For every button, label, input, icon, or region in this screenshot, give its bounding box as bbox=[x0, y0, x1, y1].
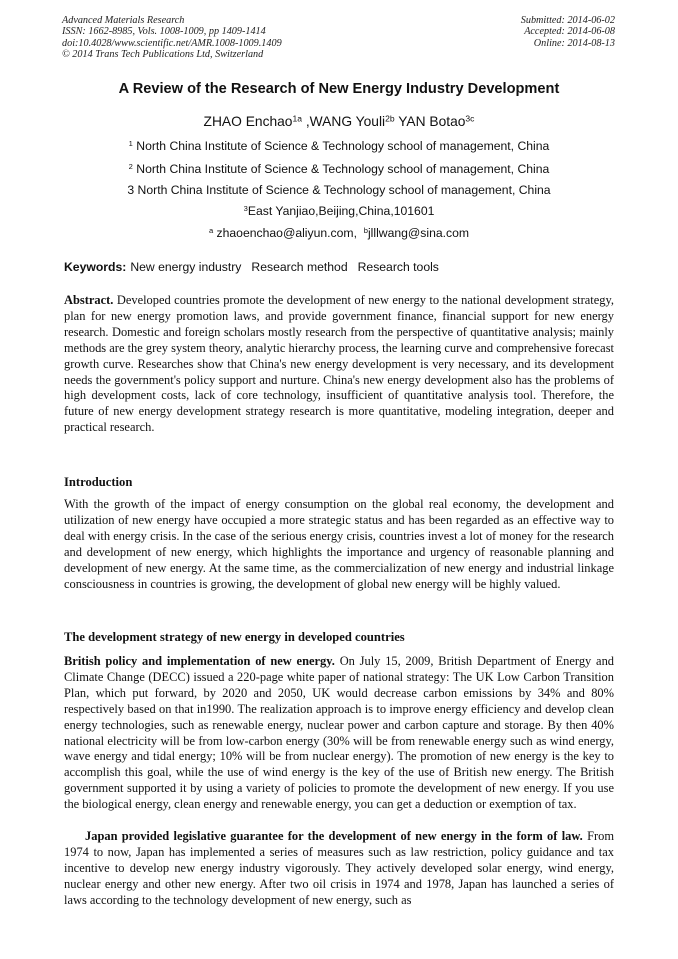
issn-line: ISSN: 1662-8985, Vols. 1008-1009, pp 1409-1414 bbox=[62, 26, 266, 38]
publication-dates bbox=[521, 15, 615, 49]
affiliation bbox=[0, 139, 678, 153]
paragraph-text: From 1974 to now, Japan has implemented a series of measures such as law restriction, policy guidance and tax incentive to develop new energy industry vigorously. They actively developed solar energy, wind energy, nuclear energy and other new energy. After two oil crisis in 1974 and 1978, Japan has launched a series of laws according to the technology development of new energy, such as bbox=[64, 829, 615, 907]
copyright-line: © 2014 Trans Tech Publications Ltd, Switzerland bbox=[62, 49, 264, 61]
affiliation-text: East Yanjiao,Beijing,China,101601 bbox=[247, 204, 435, 218]
affiliation-sup: 2 bbox=[128, 161, 133, 171]
keywords-label: Keywords: bbox=[64, 260, 127, 274]
abstract bbox=[64, 293, 614, 436]
paragraph-lead: Japan provided legislative guarantee for the development of new energy in the form of law. bbox=[85, 829, 583, 843]
abstract-text: Developed countries promote the development of new energy to the national development strategy, plan for new energy promotion laws, and provide government finance, financial support for new energy research. Domestic and foreign scholars mostly research from the perspective of quantitative analysis; mainly methods are the grey system theory, analytic hierarchy process, the learning curve and comprehensive forecast growth curve. Researches show that China's new energy development is very necessary, and its development needs the government's policy support and nurture. China's new energy development also has the problems of high development costs, lack of core technology, insufficient of quantitative analysis tool. Therefore, the future of new energy development strategy research is more quantitative, modeling integration, deeper and practical research. bbox=[64, 293, 615, 435]
abstract-label: Abstract. bbox=[64, 293, 114, 307]
submitted-date: Submitted: 2014-06-02 bbox=[520, 15, 615, 26]
online-date: Online: 2014-08-13 bbox=[533, 37, 615, 49]
email-address: jlllwang@sina.com bbox=[367, 226, 470, 240]
section-heading-introduction: Introduction bbox=[64, 475, 133, 489]
keyword: Research method bbox=[251, 260, 348, 274]
email-address: zhaoenchao@aliyun.com, bbox=[216, 226, 357, 240]
affiliation bbox=[0, 162, 678, 176]
affiliation-text: North China Institute of Science & Technology school of management, China bbox=[136, 139, 550, 153]
paragraph-lead: British policy and implementation of new energy. bbox=[64, 654, 335, 668]
affiliation-sup: 1 bbox=[128, 138, 133, 148]
affiliation bbox=[0, 183, 678, 197]
doi-line: doi:10.4028/www.scientific.net/AMR.1008-1009.1409 bbox=[62, 37, 282, 49]
journal-name: Advanced Materials Research bbox=[62, 15, 185, 26]
author-name: ZHAO Enchao bbox=[203, 114, 293, 129]
introduction-paragraph: With the growth of the impact of energy consumption on the global real economy, the development and utilization of new energy have occupied a more strategic status and has been regarded as an effective way to deal with energy crisis. In the case of the serious energy crisis, countries invest a lot of money for the research and development of new energy, which highlights the importance and urgency of reasonable planning and development of new energy. At the same time, as the commercialization of new energy and industrial linkage consciousness in countries is growing, the development of global new energy will be highly valued. bbox=[64, 497, 614, 591]
author-sup: 3c bbox=[465, 113, 475, 124]
journal-info bbox=[62, 15, 282, 61]
british-policy-paragraph bbox=[64, 654, 614, 813]
keywords bbox=[64, 260, 445, 274]
paper-title: A Review of the Research of New Energy Industry Development bbox=[118, 81, 560, 97]
paragraph-text: On July 15, 2009, British Department of Energy and Climate Change (DECC) issued a 220-page white paper of national strategy: The UK Low Carbon Transition Plan, which put forward, by 2020 and 2050, UK would decrease carbon emissions by 34% and 80% respectively based on that in1990. The realization approach is to improve energy efficiency and develop clean energy technologies, such as renewable energy, nuclear power and carbon capture and storage. By then 40% national electricity will be from low-carbon energy (30% will be from renewable energy such as wind energy, wave energy and tidal energy; 10% will be from nuclear energy). The promotion of new energy is the key to accomplish this goal, while the use of wind energy is the key of the use of British new energy. The British government supported it by using a variety of policies to promote the development of new energy. If you use the biological energy, clean energy and renewable energy, you can get a deduction or exemption of tax. bbox=[64, 654, 615, 812]
affiliation bbox=[0, 204, 678, 218]
keyword: Research tools bbox=[357, 260, 439, 274]
email-sup: b bbox=[363, 225, 368, 235]
section-heading-strategy: The development strategy of new energy in developed countries bbox=[64, 630, 405, 644]
accepted-date: Accepted: 2014-06-08 bbox=[524, 26, 615, 38]
affiliation-text: North China Institute of Science & Technology school of management, China bbox=[136, 162, 550, 176]
affiliation-sup: 3 bbox=[243, 203, 248, 213]
email-line bbox=[0, 226, 678, 240]
author-list: ZHAO Enchao$^{1a}$ ,WANG Youli$^{2b}$ YAN Botao$^{3c}$ bbox=[203, 113, 475, 129]
author-sup: 1a bbox=[292, 113, 302, 124]
author-sup: 2b bbox=[385, 113, 395, 124]
email-sup: a bbox=[208, 225, 214, 235]
affiliation-text: 3 North China Institute of Science & Technology school of management, China bbox=[127, 183, 551, 197]
keyword: New energy industry bbox=[130, 260, 242, 274]
japan-policy-paragraph bbox=[64, 829, 614, 909]
author-name: YAN Botao bbox=[398, 114, 466, 129]
author-name: WANG Youli bbox=[309, 114, 386, 129]
